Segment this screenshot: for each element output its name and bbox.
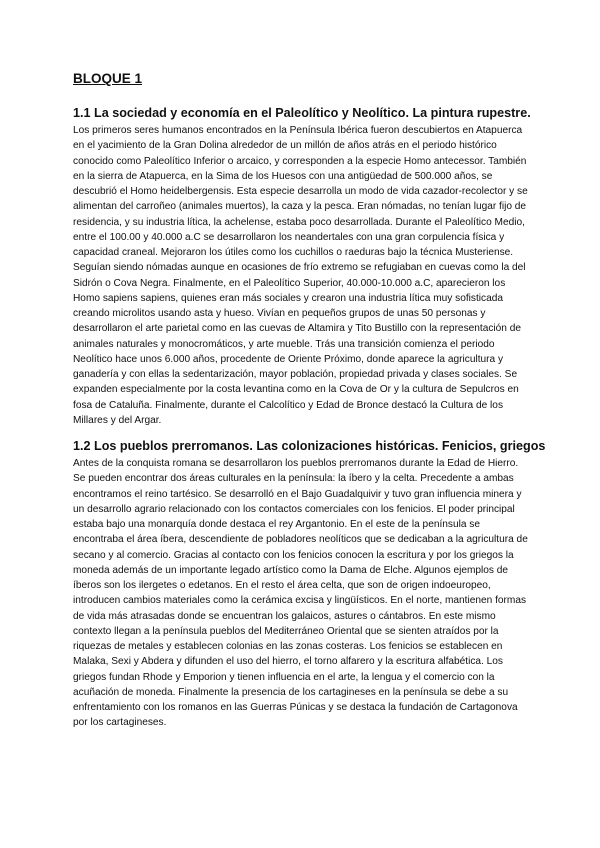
section-body: Antes de la conquista romana se desarrollaron los pueblos prerromanos durante la Edad de Hierro. Se pueden encontrar dos áreas culturales en la península: la íbero y la celta. Precedente a ambas encontramos el reino tartésico. Se desarrolló en el Bajo Guadalquivir y tuvo gran influencia minera y un desarrollo agrario relacionado con los contactos comerciales con los fenicios. El poder principal estaba bajo una monarquía donde destaca el rey Argantonio. En el este de la península se encontraba el área íbera, descendiente de pobladores neolíticos que se dedicaban a la agricultura de secano y al comercio. Gracias al contacto con los fenicios conocen la escritura y por los griegos la moneda además de un importante legado artístico como la Dama de Elche. Algunos ejemplos de íberos son los ilergetes o edetanos. En el resto el área celta, que son de origen indoeuropeo, introducen cambios materiales como la cerámica excisa y lingüísticos. En el norte, mantienen formas de vida más atrasadas donde se encuentran los galaicos, astures o cántabros. En este mismo contexto llegan a la península pueblos del Mediterráneo Oriental que se sienten atraídos por la riquezas de metales y establecen colonias en las zonas costeras. Los fenicios se establecen en Malaka, Sexi y Abdera y difunden el uso del hierro, el torno alfarero y la escritura alfabética. Los griegos fundan Rhode y Emporion y tienen influencia en el arte, la lengua y el comercio con la acuñación de moneda. Finalmente la presencia de los cartagineses en la península se debe a su enfrentamiento con los romanos en las Guerras Púnicas y se destaca la fundación de Cartagonova por los cartagineses.	[73, 458, 528, 729]
section-body: Los primeros seres humanos encontrados en la Península Ibérica fueron descubiertos en Atapuerca en el yacimiento de la Gran Dolina alrededor de un millón de años atrás en el periodo histórico conocido como Paleolítico Inferior o arcaico, y corresponden a la especie Homo antecessor. También en la sierra de Atapuerca, en la Sima de los Huesos con una antigüedad de 500.000 años, se descubrió el Homo heidelbergensis. Esta especie desarrolla un modo de vida cazador-recolector y se alimentan del carroñeo (animales muertos), la caza y la pesca. Eran nómadas, no tenían lugar fijo de residencia, y su industria lítica, la achelense, estaba poco desarrollada. Durante el Paleolítico Medio, entre el 100.00 y 40.000 a.C se desarrollaron los neandertales con una gran corpulencia física y capacidad craneal. Mejoraron los útiles como los cuchillos o raeduras bajo la técnica Musteriense. Seguían siendo nómadas aunque en ocasiones de frío extremo se refugiaban en cuevas como la del Sidrón o Cova Negra. Finalmente, en el Paleolítico Superior, 40.000-10.000 a.C, aparecieron los Homo sapiens sapiens, quienes eran más sociales y crearon una industria lítica muy sofisticada creando microlitos usando asta y hueso. Vivían en pequeños grupos de unas 50 personas y desarrollaron el arte parietal como en las cuevas de Altamira y Tito Bustillo con la representación de animales naturales y monocromáticos, y arte mueble. Trás una transición comienza el periodo Neolítico hace unos 6.000 años, procedente de Oriente Próximo, donde aparece la agricultura y ganadería y con ellas la sedentarización, mayor población, propiedad privada y clases sociales. Se expanden especialmente por la costa levantina como en la Cova de Or y la cultura de Sepulcros en fosa de Cataluña. Finalmente, durante el Calcolítico y Edad de Bronce destacó la Cultura de los Millares y del Argar.	[73, 125, 528, 426]
section-title: 1.2 Los pueblos prerromanos. Las colonizaciones históricas. Fenicios, griegos	[73, 439, 546, 453]
document-page	[73, 70, 546, 741]
document-heading: BLOQUE 1	[73, 71, 143, 86]
section-prerromanos	[73, 438, 546, 731]
section-paleolitico	[73, 105, 529, 428]
section-title: 1.1 La sociedad y economía en el Paleolítico y Neolítico. La pintura rupestre.	[73, 106, 531, 120]
